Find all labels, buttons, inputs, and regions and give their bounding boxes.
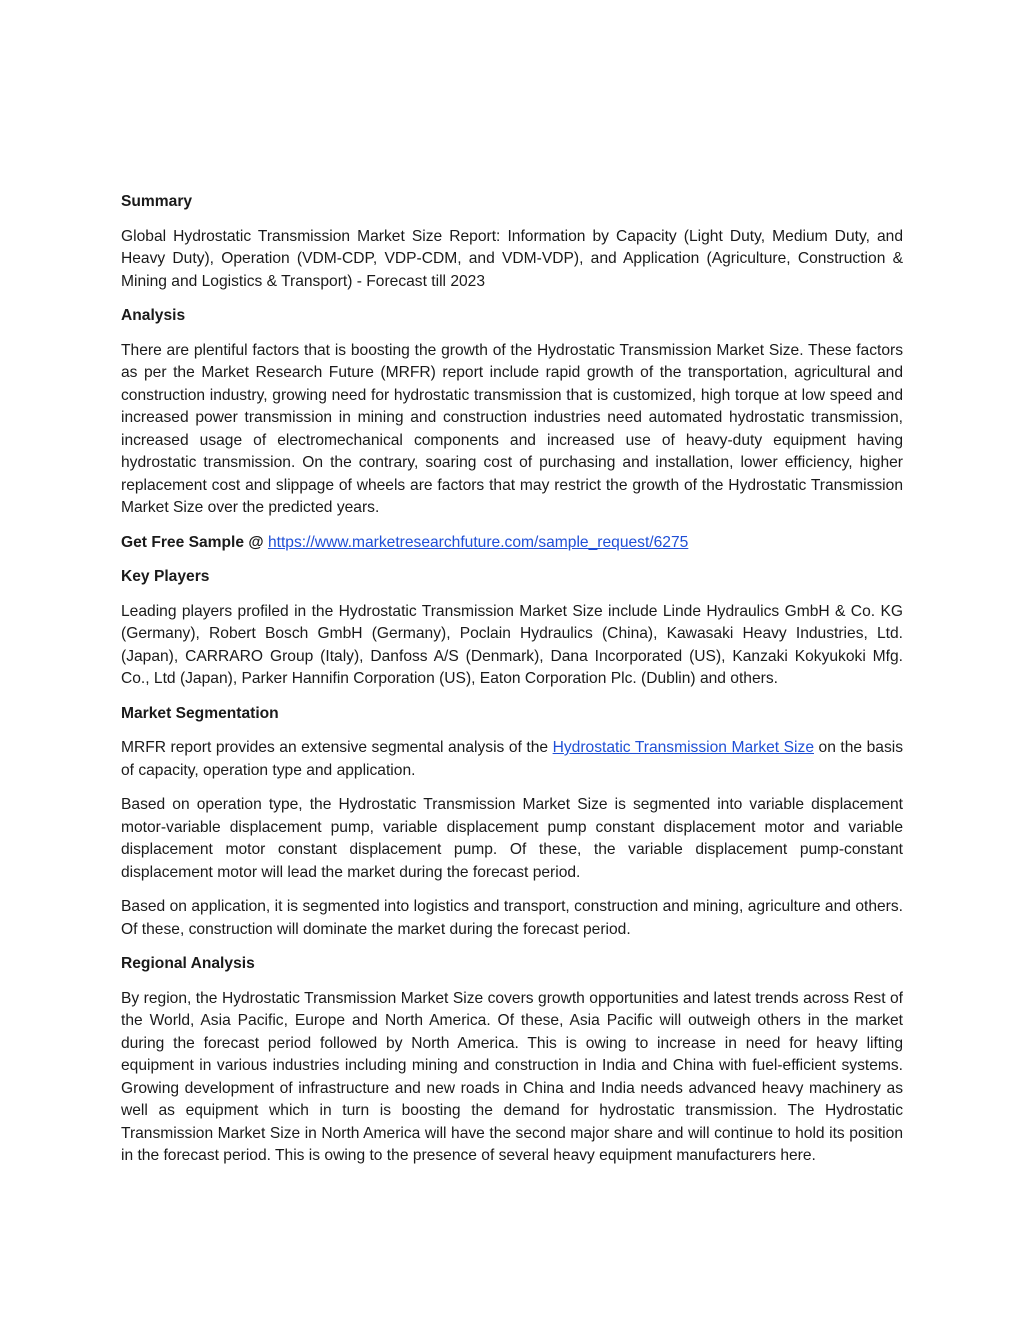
segmentation-intro-text-after: on the basis of capacity, operation type and application. — [121, 739, 903, 779]
key-players-paragraph: Leading players profiled in the Hydrostatic Transmission Market Size include Linde Hydraulics GmbH & Co. KG (Germany), Robert Bosch GmbH (Germany), Poclain Hydraulics (China), Kawasaki Heavy Industries, Ltd. (Japan), CARRARO Group (Italy), Danfoss A/S (Denmark), Dana Incorporated (US), Kanzaki Kokyukoki Mfg. Co., Ltd (Japan), Parker Hannifin Corporation (US), Eaton Corporation Plc. (Dublin) and others. — [121, 602, 903, 687]
segmentation-intro-text: MRFR report provides an extensive segmental analysis of the — [121, 739, 549, 756]
segmentation-intro-paragraph — [121, 737, 903, 782]
market-size-link[interactable]: Hydrostatic Transmission Market Size — [552, 739, 814, 756]
document-body — [121, 191, 903, 1180]
free-sample-label: Get Free Sample @ — [121, 533, 264, 551]
analysis-heading: Analysis — [121, 307, 186, 324]
summary-paragraph: Global Hydrostatic Transmission Market Size Report: Information by Capacity (Light Duty, Medium Duty, and Heavy Duty), Operation (VDM-CDP, VDP-CDM, and VDM-VDP), and Application (Agriculture, Construction & Mining and Logistics & Transport) - Forecast till 2023 — [121, 227, 903, 290]
analysis-paragraph: There are plentiful factors that is boosting the growth of the Hydrostatic Transmission Market Size. These factors as per the Market Research Future (MRFR) report include rapid growth of the transportation, agricultural and construction industry, growing need for hydrostatic transmission that is customized, high torque at low speed and increased power transmission in mining and construction industries need automated hydrostatic transmission, increased usage of electromechanical components and increased use of heavy-duty equipment having hydrostatic transmission. On the contrary, soaring cost of purchasing and installation, lower efficiency, higher replacement cost and slippage of wheels are factors that may restrict the growth of the Hydrostatic Transmission Market Size over the predicted years. — [121, 341, 903, 516]
regional-paragraph: By region, the Hydrostatic Transmission Market Size covers growth opportunities and latest trends across Rest of the World, Asia Pacific, Europe and North America. Of these, Asia Pacific will outweigh others in the market during the forecast period followed by North America. This is owing to increase in need for heavy lifting equipment in various industries including mining and construction in India and China with fuel-efficient systems. Growing development of infrastructure and new roads in China and India needs advanced heavy machinery as well as equipment which in turn is boosting the demand for hydrostatic transmission. The Hydrostatic Transmission Market Size in North America will have the second major share and will continue to hold its position in the forecast period. This is owing to the presence of several heavy equipment manufacturers here. — [121, 989, 903, 1164]
free-sample-link[interactable]: https://www.marketresearchfuture.com/sample_request/6275 — [267, 533, 689, 551]
segmentation-heading: Market Segmentation — [121, 704, 279, 722]
regional-heading: Regional Analysis — [121, 955, 255, 972]
key-players-heading: Key Players — [121, 568, 210, 585]
operation-type-paragraph: Based on operation type, the Hydrostatic Transmission Market Size is segmented into variable displacement motor-variable displacement pump, variable displacement pump constant displacement motor and variable displacement motor constant displacement pump. Of these, the variable displacement pump-constant displacement motor will lead the market during the forecast period. — [121, 796, 903, 881]
free-sample-line — [121, 532, 903, 555]
summary-heading: Summary — [121, 193, 193, 210]
application-paragraph: Based on application, it is segmented into logistics and transport, construction and mining, agriculture and others. Of these, construction will dominate the market during the forecast period. — [121, 898, 903, 938]
